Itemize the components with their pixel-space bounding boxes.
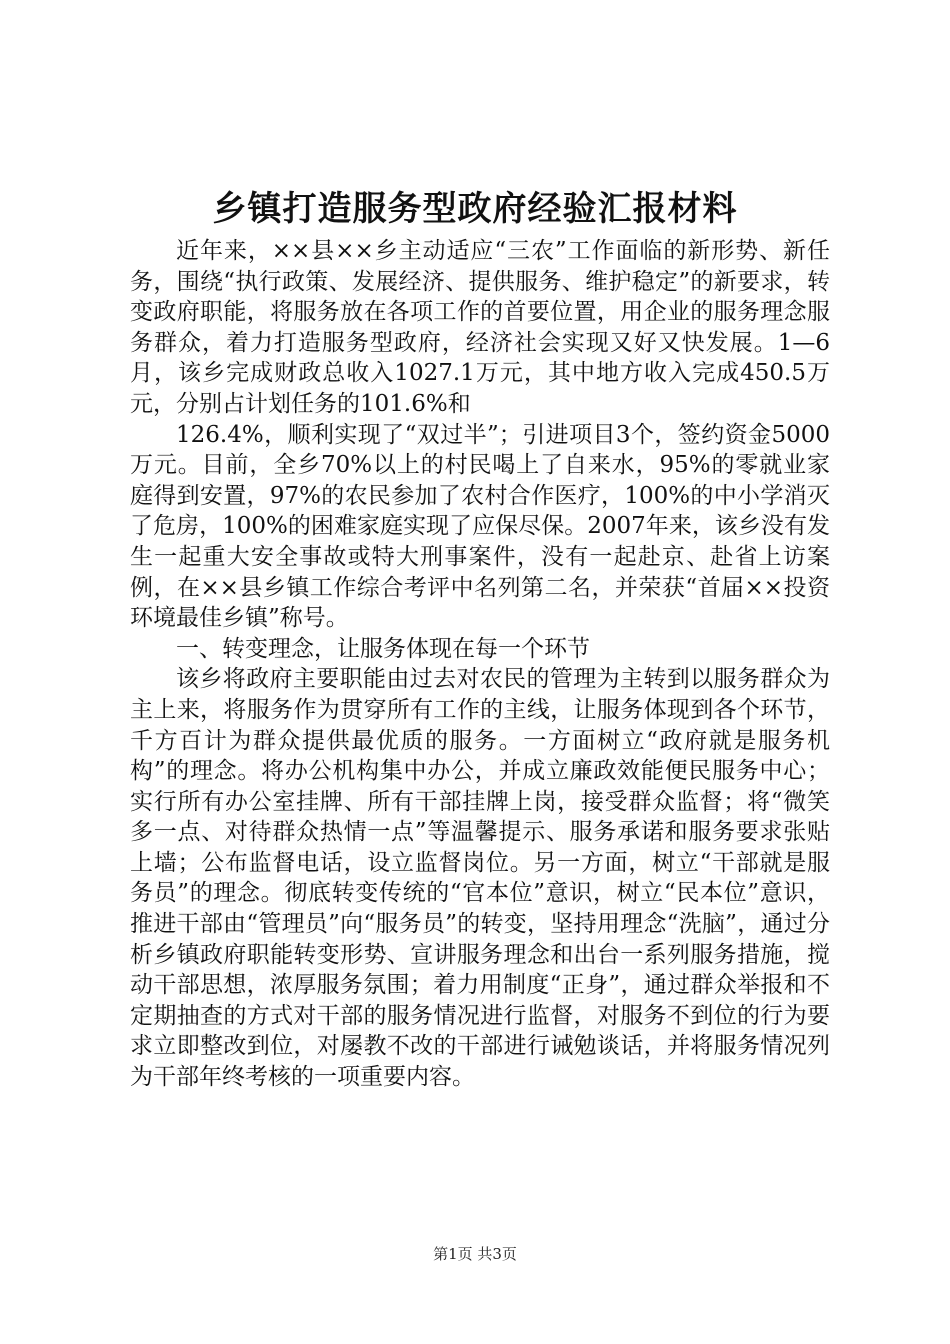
page-footer: 第1页 共3页 [433, 1245, 517, 1263]
document-body [130, 236, 830, 1093]
section-heading-1: 一、转变理念，让服务体现在每一个环节 [176, 635, 590, 662]
paragraph-achievements: 126.4%，顺利实现了“双过半”；引进项目3个，签约资金5000万元。目前，全乡70%以上的村民喝上了自来水，95%的零就业家庭得到安置，97%的农民参加了农村合作医疗，100%的中小学消灭了危房，100%的困难家庭实现了应保尽保。2007年来，该乡没有发生一起重大安全事故或特大刑事案件，没有一起赴京、赴省上访案例，在××县乡镇工作综合考评中名列第二名，并荣获“首届××投资环境最佳乡镇”称号。 [130, 421, 830, 632]
document-title: 乡镇打造服务型政府经验汇报材料 [212, 189, 738, 229]
paragraph-section-1: 该乡将政府主要职能由过去对农民的管理为主转到以服务群众为主上来，将服务作为贯穿所有工作的主线，让服务体现到各个环节，千方百计为群众提供最优质的服务。一方面树立“政府就是服务机构”的理念。将办公机构集中办公，并成立廉政效能便民服务中心；实行所有办公室挂牌、所有干部挂牌上岗，接受群众监督；将“微笑多一点、对待群众热情一点”等温馨提示、服务承诺和服务要求张贴上墙；公布监督电话，设立监督岗位。另一方面，树立“干部就是服务员”的理念。彻底转变传统的“官本位”意识，树立“民本位”意识，推进干部由“管理员”向“服务员”的转变，坚持用理念“洗脑”，通过分析乡镇政府职能转变形势、宣讲服务理念和出台一系列服务措施，搅动干部思想，浓厚服务氛围；着力用制度“正身”，通过群众举报和不定期抽查的方式对干部的服务情况进行监督，对服务不到位的行为要求立即整改到位，对屡教不改的干部进行诫勉谈话，并将服务情况列为干部年终考核的一项重要内容。 [130, 666, 830, 1091]
paragraph-intro: 近年来，××县××乡主动适应“三农”工作面临的新形势、新任务，围绕“执行政策、发展经济、提供服务、维护稳定”的新要求，转变政府职能，将服务放在各项工作的首要位置，用企业的服务理念服务群众，着力打造服务型政府，经济社会实现又好又快发展。1—6月，该乡完成财政总收入1027.1万元，其中地方收入完成450.5万元，分别占计划任务的101.6%和 [130, 238, 830, 417]
